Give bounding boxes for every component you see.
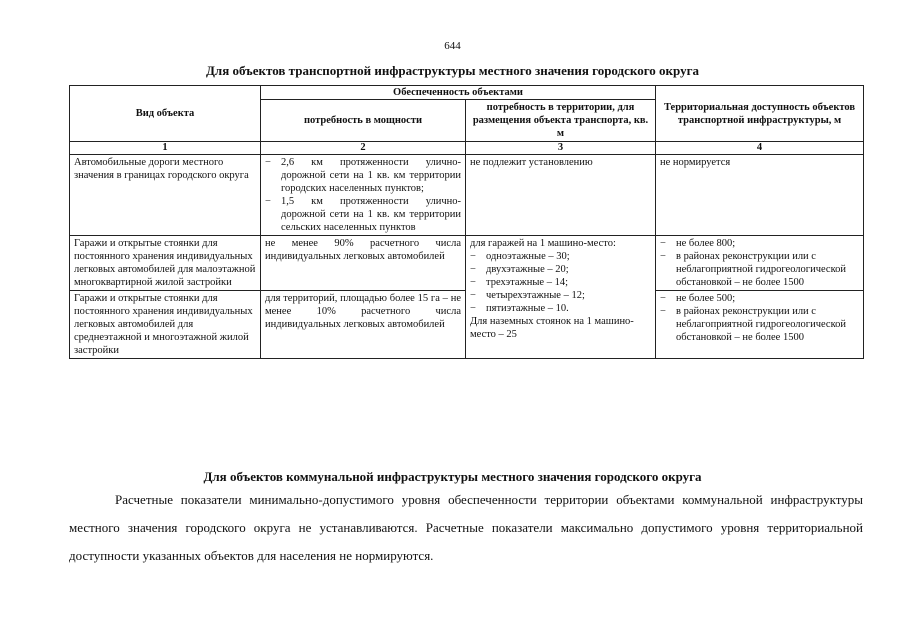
header-object-type: Вид объекта bbox=[70, 86, 261, 142]
garage-territory-outro: Для наземных стоянок на 1 машино-место – 25 bbox=[470, 316, 634, 340]
column-number: 2 bbox=[261, 142, 466, 155]
table-row bbox=[70, 155, 864, 236]
body-paragraph: Расчетные показатели минимально-допустимого уровня обеспеченности территории объектами коммунальной инфраструктуры местного значения городского округа не устанавливаются. Расчетные показатели максимально допустимого уровня территориальной доступности указанных объектов для населения не нормируются. bbox=[69, 492, 863, 563]
capacity-cell bbox=[261, 155, 466, 236]
list-item: − 1,5 км протяженности улично-дорожной сети на 1 кв. км территории сельских населенных пунктов bbox=[265, 195, 461, 234]
capacity-cell: не менее 90% расчетного числа индивидуальных легковых автомобилей bbox=[261, 236, 466, 291]
list-item: − двухэтажные – 20; bbox=[470, 263, 651, 276]
column-number: 4 bbox=[656, 142, 864, 155]
territory-cell: не подлежит установлению bbox=[466, 155, 656, 236]
list-item: − не более 500; bbox=[660, 292, 859, 305]
object-name: Гаражи и открытые стоянки для постоянного хранения индивидуальных легковых автомобилей для среднеэтажной и многоэтажной жилой застройки bbox=[70, 291, 261, 359]
list-item: − четырехэтажные – 12; bbox=[470, 289, 651, 302]
object-name: Гаражи и открытые стоянки для постоянного хранения индивидуальных легковых автомобилей для малоэтажной многоквартирной жилой застройки bbox=[70, 236, 261, 291]
page-number: 644 bbox=[444, 40, 461, 52]
header-provision: Обеспеченность объектами bbox=[261, 86, 656, 100]
list-item: − в районах реконструкции или с неблагоприятной гидрогеологической обстановкой – не более 1500 bbox=[660, 305, 859, 344]
object-name: Автомобильные дороги местного значения в границах городского округа bbox=[70, 155, 261, 236]
garage-territory-intro: для гаражей на 1 машино-место: bbox=[470, 238, 616, 249]
list-item: − пятиэтажные – 10. bbox=[470, 302, 651, 315]
accessibility-cell bbox=[656, 236, 864, 291]
list-item: − одноэтажные – 30; bbox=[470, 250, 651, 263]
header-territory-need: потребность в территории, для размещения объекта транспорта, кв. м bbox=[466, 100, 656, 142]
accessibility-cell bbox=[656, 291, 864, 359]
header-accessibility: Территориальная доступность объектов транспортной инфраструктуры, м bbox=[656, 86, 864, 142]
table-row bbox=[70, 236, 864, 291]
section-title-transport: Для объектов транспортной инфраструктуры местного значения городского округа bbox=[205, 63, 699, 78]
list-item: − 2,6 км протяженности улично-дорожной сети на 1 кв. км территории городских населенных пунктов; bbox=[265, 156, 461, 195]
garage-territory-cell bbox=[466, 236, 656, 359]
header-capacity-need: потребность в мощности bbox=[261, 100, 466, 142]
list-item: − не более 800; bbox=[660, 237, 859, 250]
list-item: − в районах реконструкции или с неблагоприятной гидрогеологической обстановкой – не более 1500 bbox=[660, 250, 859, 289]
column-number: 3 bbox=[466, 142, 656, 155]
list-item: − трехэтажные – 14; bbox=[470, 276, 651, 289]
section-title-communal: Для объектов коммунальной инфраструктуры местного значения городского округа bbox=[203, 469, 702, 484]
transport-norms-table bbox=[69, 85, 864, 359]
column-number: 1 bbox=[70, 142, 261, 155]
accessibility-cell: не нормируется bbox=[656, 155, 864, 236]
capacity-cell: для территорий, площадью более 15 га – не менее 10% расчетного числа индивидуальных легковых автомобилей bbox=[261, 291, 466, 359]
